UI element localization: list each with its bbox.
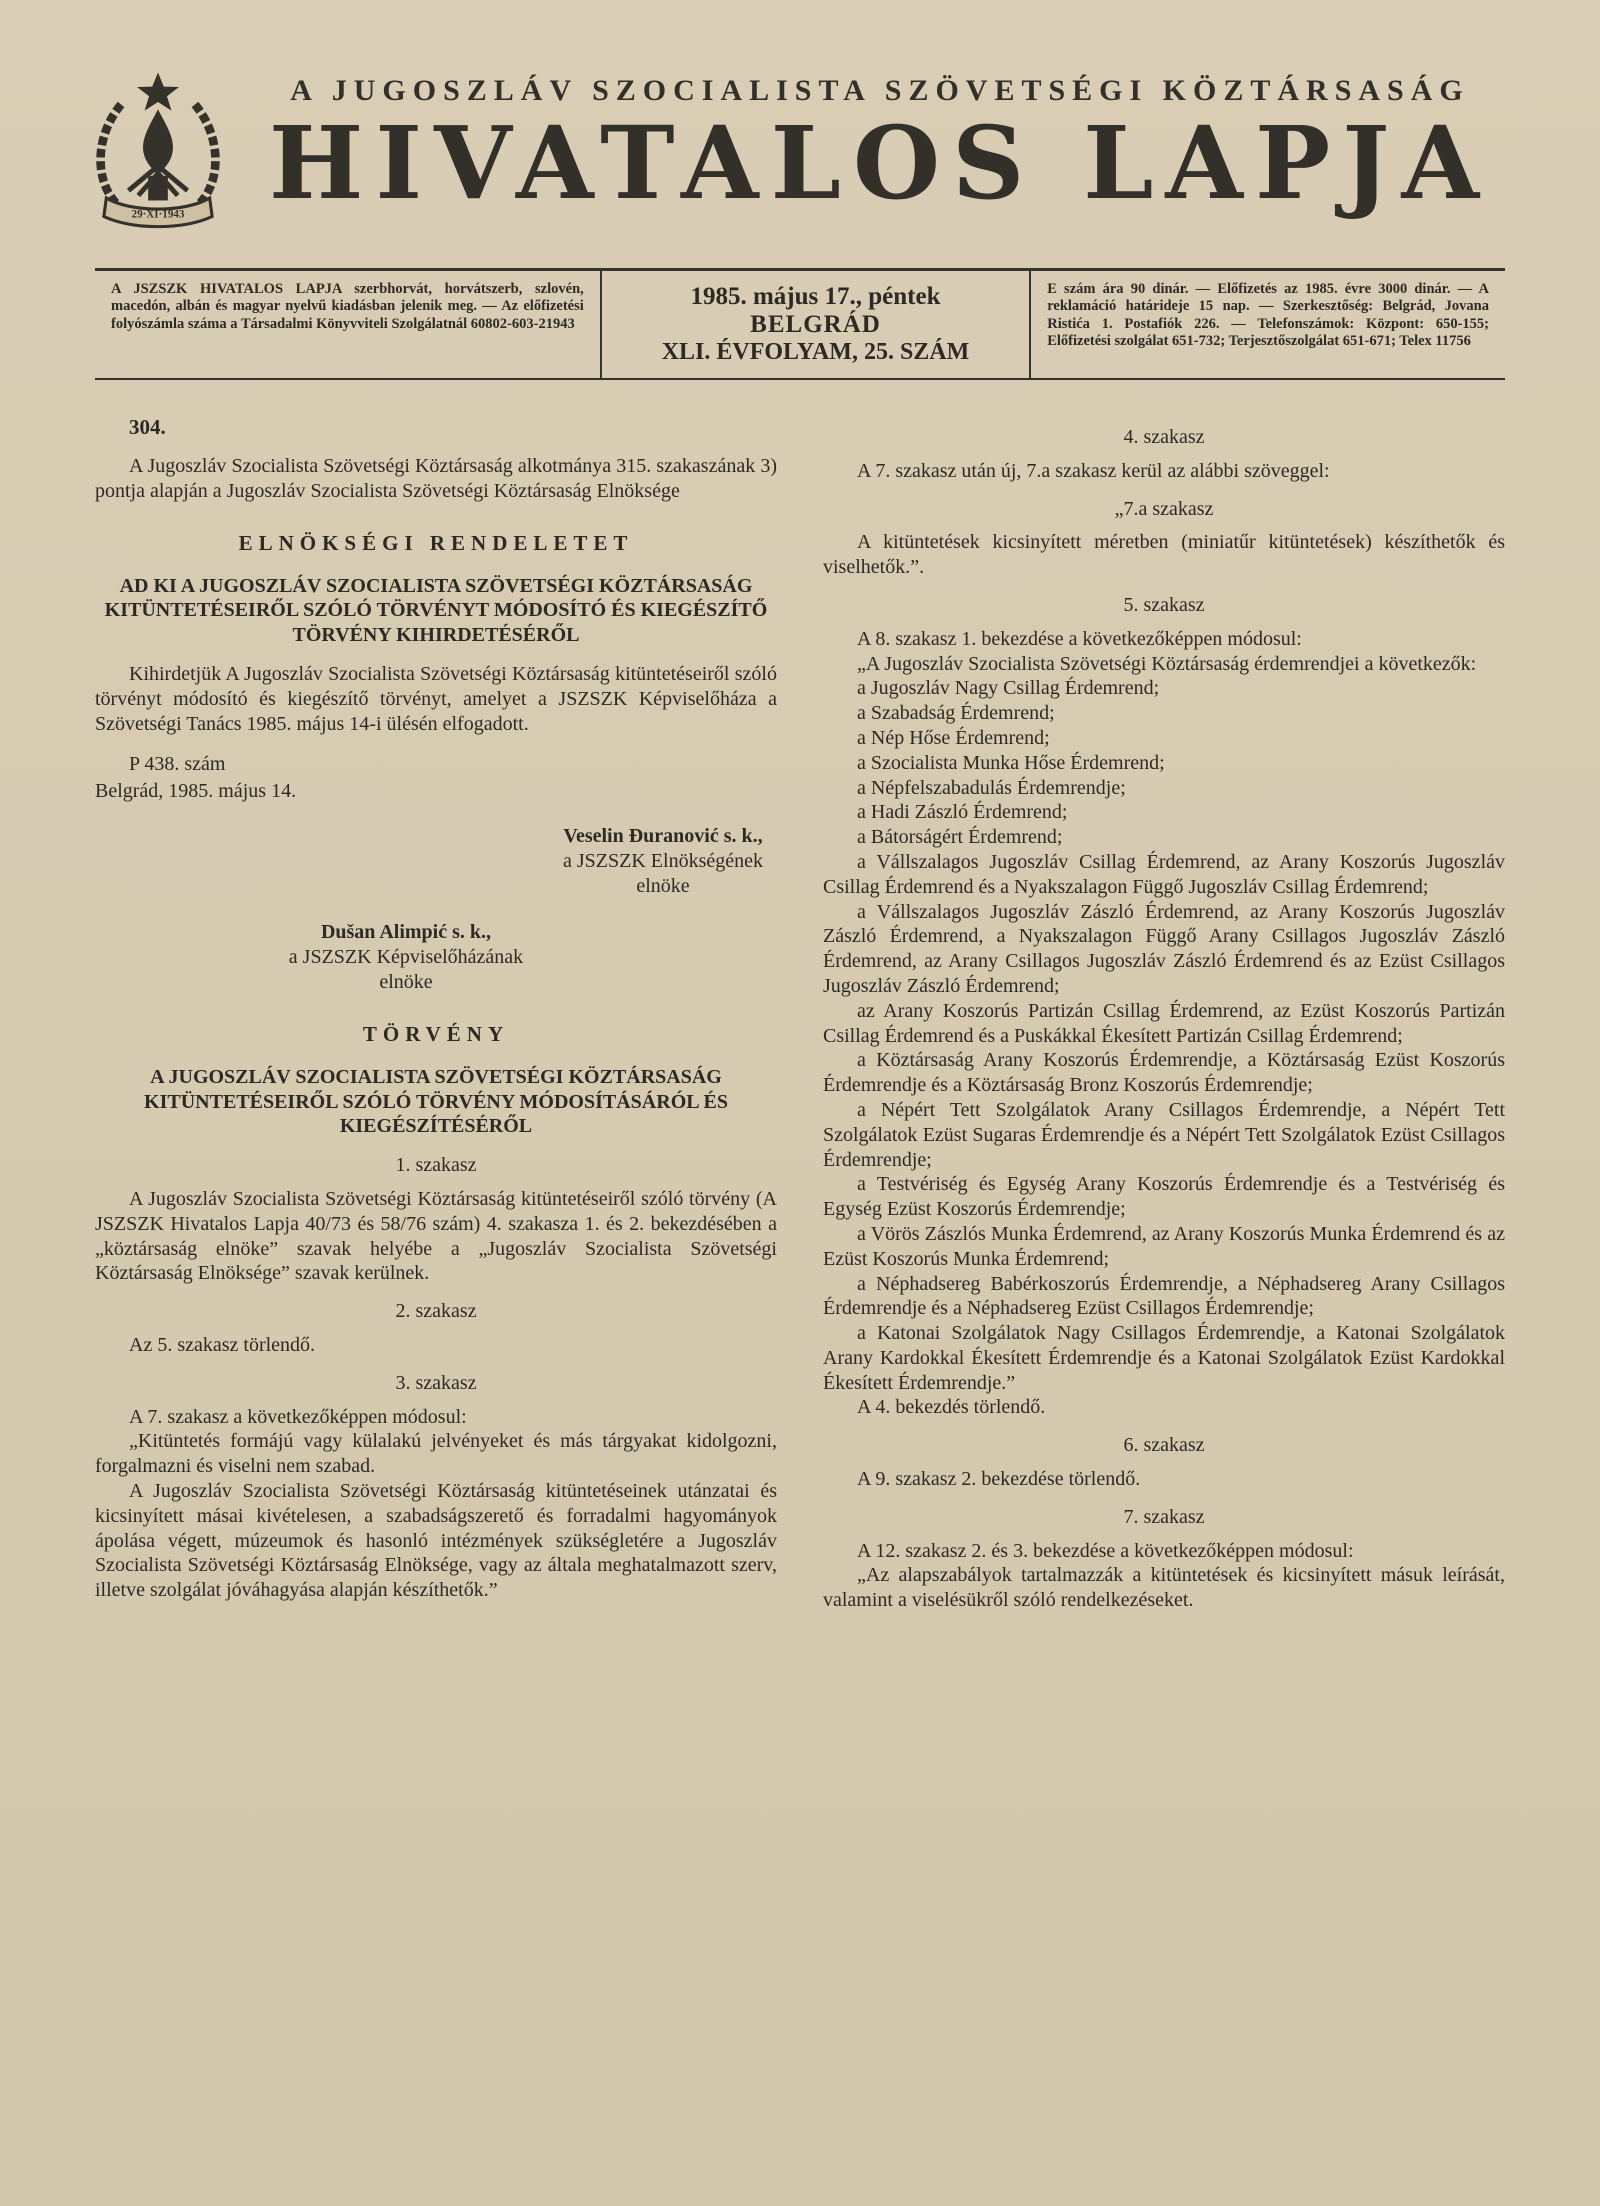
law-title: TÖRVÉNY	[362, 1021, 510, 1046]
paragraph: a Népfelszabadulás Érdemrendje;	[857, 776, 1126, 799]
coat-of-arms	[83, 70, 233, 235]
price-subscription-notice: E szám ára 90 dinár. — Előfizetés az 1985. évre 3000 dinár. — A reklamáció határideje 15 nap. — Szerkesztőség: Belgrád, Jovana Ristića 1. Postafiók 226. — Telefonszámok: Központ: 650-155; Előfizetési szolgálat 651-732; Terjesztőszolgálat 651-671; Telex 11756	[1047, 281, 1489, 350]
paragraph: „Kitüntetés formájú vagy külalakú jelvényeket és más tárgyakat kidolgozni, forgalmazni és viselni nem szabad.	[95, 1430, 777, 1478]
section-heading: 1. szakasz	[395, 1154, 477, 1177]
paragraph: „A Jugoszláv Szocialista Szövetségi Köztársaság érdemrendjei a következők:	[857, 652, 1477, 675]
paragraph: a Testvériség és Egység Arany Koszorús Érdemrendje és a Testvériség és Egység Ezüst Koszorús Érdemrendje;	[823, 1173, 1505, 1221]
paragraph: a Nép Hőse Érdemrend;	[857, 726, 1050, 749]
paragraph: a Szocialista Munka Hőse Érdemrend;	[857, 751, 1165, 774]
paragraph: a Hadi Zászló Érdemrend;	[857, 801, 1068, 824]
ribbon-date: 29·XI·1943	[131, 208, 185, 221]
signature-block	[563, 824, 763, 898]
paragraph: a Bátorságért Érdemrend;	[857, 826, 1063, 849]
country-line: A JUGOSZLÁV SZOCIALISTA SZÖVETSÉGI KÖZTÁRSASÁG	[290, 74, 1470, 107]
paragraph: „Az alapszabályok tartalmazzák a kitüntetések és kicsinyített másuk leírását, valamint a viselésükről szóló rendelkezéseket.	[823, 1564, 1505, 1612]
paragraph: A 7. szakasz a következőképpen módosul:	[129, 1405, 467, 1428]
paragraph: a Katonai Szolgálatok Nagy Csillagos Érdemrendje, a Katonai Szolgálatok Arany Kardokkal Ékesített Érdemrendje és a Katonai Szolgálatok Ezüst Kardokkal Ékesített Érdemrendje.”	[823, 1322, 1505, 1394]
section-heading: 7. szakasz	[1123, 1505, 1205, 1528]
section-heading: 6. szakasz	[1123, 1434, 1205, 1457]
paragraph: a Népért Tett Szolgálatok Arany Csillagos Érdemrendje, a Népért Tett Szolgálatok Ezüst Sugaras Érdemrendje és a Népért Tett Szolgálatok Ezüst Csillagos Érdemrendje;	[823, 1098, 1505, 1171]
section-heading: 4. szakasz	[1123, 426, 1205, 448]
paragraph: A Jugoszláv Szocialista Szövetségi Köztársaság kitüntetéseinek utánzatai és kicsinyített másai kivételesen, a szabadságszerető és forradalmi hagyományok ápolása végett, múzeumok és hasonló intézmények szükségletére a Jugoszláv Szocialista Szövetségi Köztársaság Elnöksége, vagy az általa meghatalmazott szerv, illetve szolgálat jóváhagyása alapján készíthetők.”	[95, 1480, 777, 1602]
paragraph: A Jugoszláv Szocialista Szövetségi Köztársaság alkotmánya 315. szakaszának 3) pontja alapján a Jugoszláv Szocialista Szövetségi Köztársaság Elnöksége	[95, 455, 777, 502]
paragraph: A 7. szakasz után új, 7.a szakasz kerül az alábbi szöveggel:	[857, 459, 1330, 482]
paragraph: A 9. szakasz 2. bekezdése törlendő.	[857, 1468, 1141, 1491]
issue-info-cell	[600, 271, 1031, 378]
signer-name: Dušan Alimpić s. k.,	[320, 921, 492, 944]
price-info-cell	[1031, 271, 1505, 378]
star-icon	[137, 72, 179, 110]
paragraph: Kihirdetjük A Jugoszláv Szocialista Szövetségi Köztársaság kitüntetéseiről szóló törvényt módosító és kiegészítő törvényt, amelyet a JSZSZK Képviselőháza a Szövetségi Tanács 1985. május 14-i ülésén elfogadott.	[95, 663, 777, 735]
torch-base-icon	[148, 176, 168, 201]
issue-date: 1985. május 17., péntek	[690, 283, 941, 310]
paragraph: a Vörös Zászlós Munka Érdemrend, az Arany Koszorús Munka Érdemrend és az Ezüst Koszorús Munka Érdemrend;	[823, 1222, 1505, 1270]
paragraph: a Jugoszláv Nagy Csillag Érdemrend;	[857, 677, 1160, 700]
signer-title: a JSZSZK Képviselőházának	[288, 946, 524, 969]
article-number: 304.	[129, 415, 166, 439]
publication-notice: A JSZSZK HIVATALOS LAPJA szerbhorvát, horvátszerb, szlovén, macedón, albán és magyar nyelvű kiadásban jelenik meg. — Az előfizetési folyószámla száma a Társadalmi Könyvviteli Szolgálatnál 60802-603-21943	[111, 281, 584, 332]
signer-title: elnöke	[379, 971, 433, 994]
coat-of-arms-icon	[83, 70, 233, 230]
signer-name: Veselin Đuranović s. k.,	[563, 825, 763, 848]
law-subtitle: A JUGOSZLÁV SZOCIALISTA SZÖVETSÉGI KÖZTÁRSASÁG KITÜNTETÉSEIRŐL SZÓLÓ TÖRVÉNY MÓDOSÍTÁSÁRÓL ÉS KIEGÉSZÍTÉSÉRŐL	[144, 1065, 728, 1138]
paragraph: A 4. bekezdés törlendő.	[857, 1396, 1046, 1419]
article-body	[95, 412, 1505, 1613]
paragraph: A Jugoszláv Szocialista Szövetségi Köztársaság kitüntetéseiről szóló törvény (A JSZSZK Hivatalos Lapja 40/73 és 58/76 szám) 4. szakasza 1. és 2. bekezdésében a „köztársaság elnöke” szavak helyébe a „Jugoszláv Szocialista Szövetségi Köztársaság Elnöksége” szavak kerülnek.	[95, 1188, 777, 1285]
section-heading: 2. szakasz	[395, 1300, 477, 1323]
signature-block	[289, 920, 523, 994]
paragraph: a Köztársaság Arany Koszorús Érdemrendje, a Köztársaság Ezüst Koszorús Érdemrendje és a Köztársaság Bronz Koszorús Érdemrendje;	[823, 1049, 1505, 1097]
section-heading: „7.a szakasz	[1114, 497, 1214, 520]
section-heading: 5. szakasz	[1123, 593, 1205, 616]
document-number: P 438. szám	[129, 753, 226, 776]
signer-title: elnöke	[636, 874, 690, 897]
paragraph: A 12. szakasz 2. és 3. bekezdése a következőképpen módosul:	[857, 1539, 1354, 1562]
section-heading: 3. szakasz	[395, 1371, 477, 1394]
right-column	[823, 412, 1505, 1613]
signer-title: a JSZSZK Elnökségének	[563, 849, 763, 872]
paragraph: az Arany Koszorús Partizán Csillag Érdemrend, az Ezüst Koszorús Partizán Csillag Érdemrend és a Puskákkal Ékesített Partizán Csillag Érdemrend;	[823, 999, 1505, 1047]
issue-city: BELGRÁD	[750, 311, 881, 338]
paragraph: Az 5. szakasz törlendő.	[129, 1334, 316, 1357]
info-bar	[95, 268, 1505, 380]
decree-subtitle: AD KI A JUGOSZLÁV SZOCIALISTA SZÖVETSÉGI KÖZTÁRSASÁG KITÜNTETÉSEIRŐL SZÓLÓ TÖRVÉNYT MÓDOSÍTÓ ÉS KIEGÉSZÍTŐ TÖRVÉNY KIHIRDETÉSÉRŐL	[104, 574, 768, 647]
issue-number: XLI. ÉVFOLYAM, 25. SZÁM	[661, 339, 970, 365]
paragraph: A kitüntetések kicsinyített méretben (miniatűr kitüntetések) készíthetők és viselhetők.”.	[823, 531, 1505, 579]
place-date: Belgrád, 1985. május 14.	[95, 780, 297, 803]
paragraph: A 8. szakasz 1. bekezdése a következőképpen módosul:	[857, 627, 1302, 650]
paragraph: a Vállszalagos Jugoszláv Csillag Érdemrend, az Arany Koszorús Jugoszláv Csillag Érdemrend és a Nyakszalagon Függő Jugoszláv Csillag Érdemrend;	[823, 850, 1505, 898]
paragraph: a Szabadság Érdemrend;	[857, 702, 1055, 725]
page-title: HIVATALOS LAPJA	[268, 104, 1492, 222]
decree-title: ELNÖKSÉGI RENDELETET	[238, 530, 634, 555]
paragraph: a Vállszalagos Jugoszláv Zászló Érdemrend, az Arany Koszorús Jugoszláv Zászló Érdemrend, a Nyakszalagon Függő Arany Csillagos Jugoszláv Zászló Érdemrend, az Arany Csillagos Jugoszláv Zászló Érdemrend és az Ezüst Csillagos Jugoszláv Zászló Érdemrend;	[823, 900, 1505, 997]
paragraph: a Néphadsereg Babérkoszorús Érdemrendje, a Néphadsereg Arany Csillagos Érdemrendje és a Néphadsereg Ezüst Csillagos Érdemrendje;	[823, 1272, 1505, 1320]
masthead	[95, 74, 1505, 252]
left-column	[95, 412, 777, 1613]
publication-info-cell	[95, 271, 600, 378]
